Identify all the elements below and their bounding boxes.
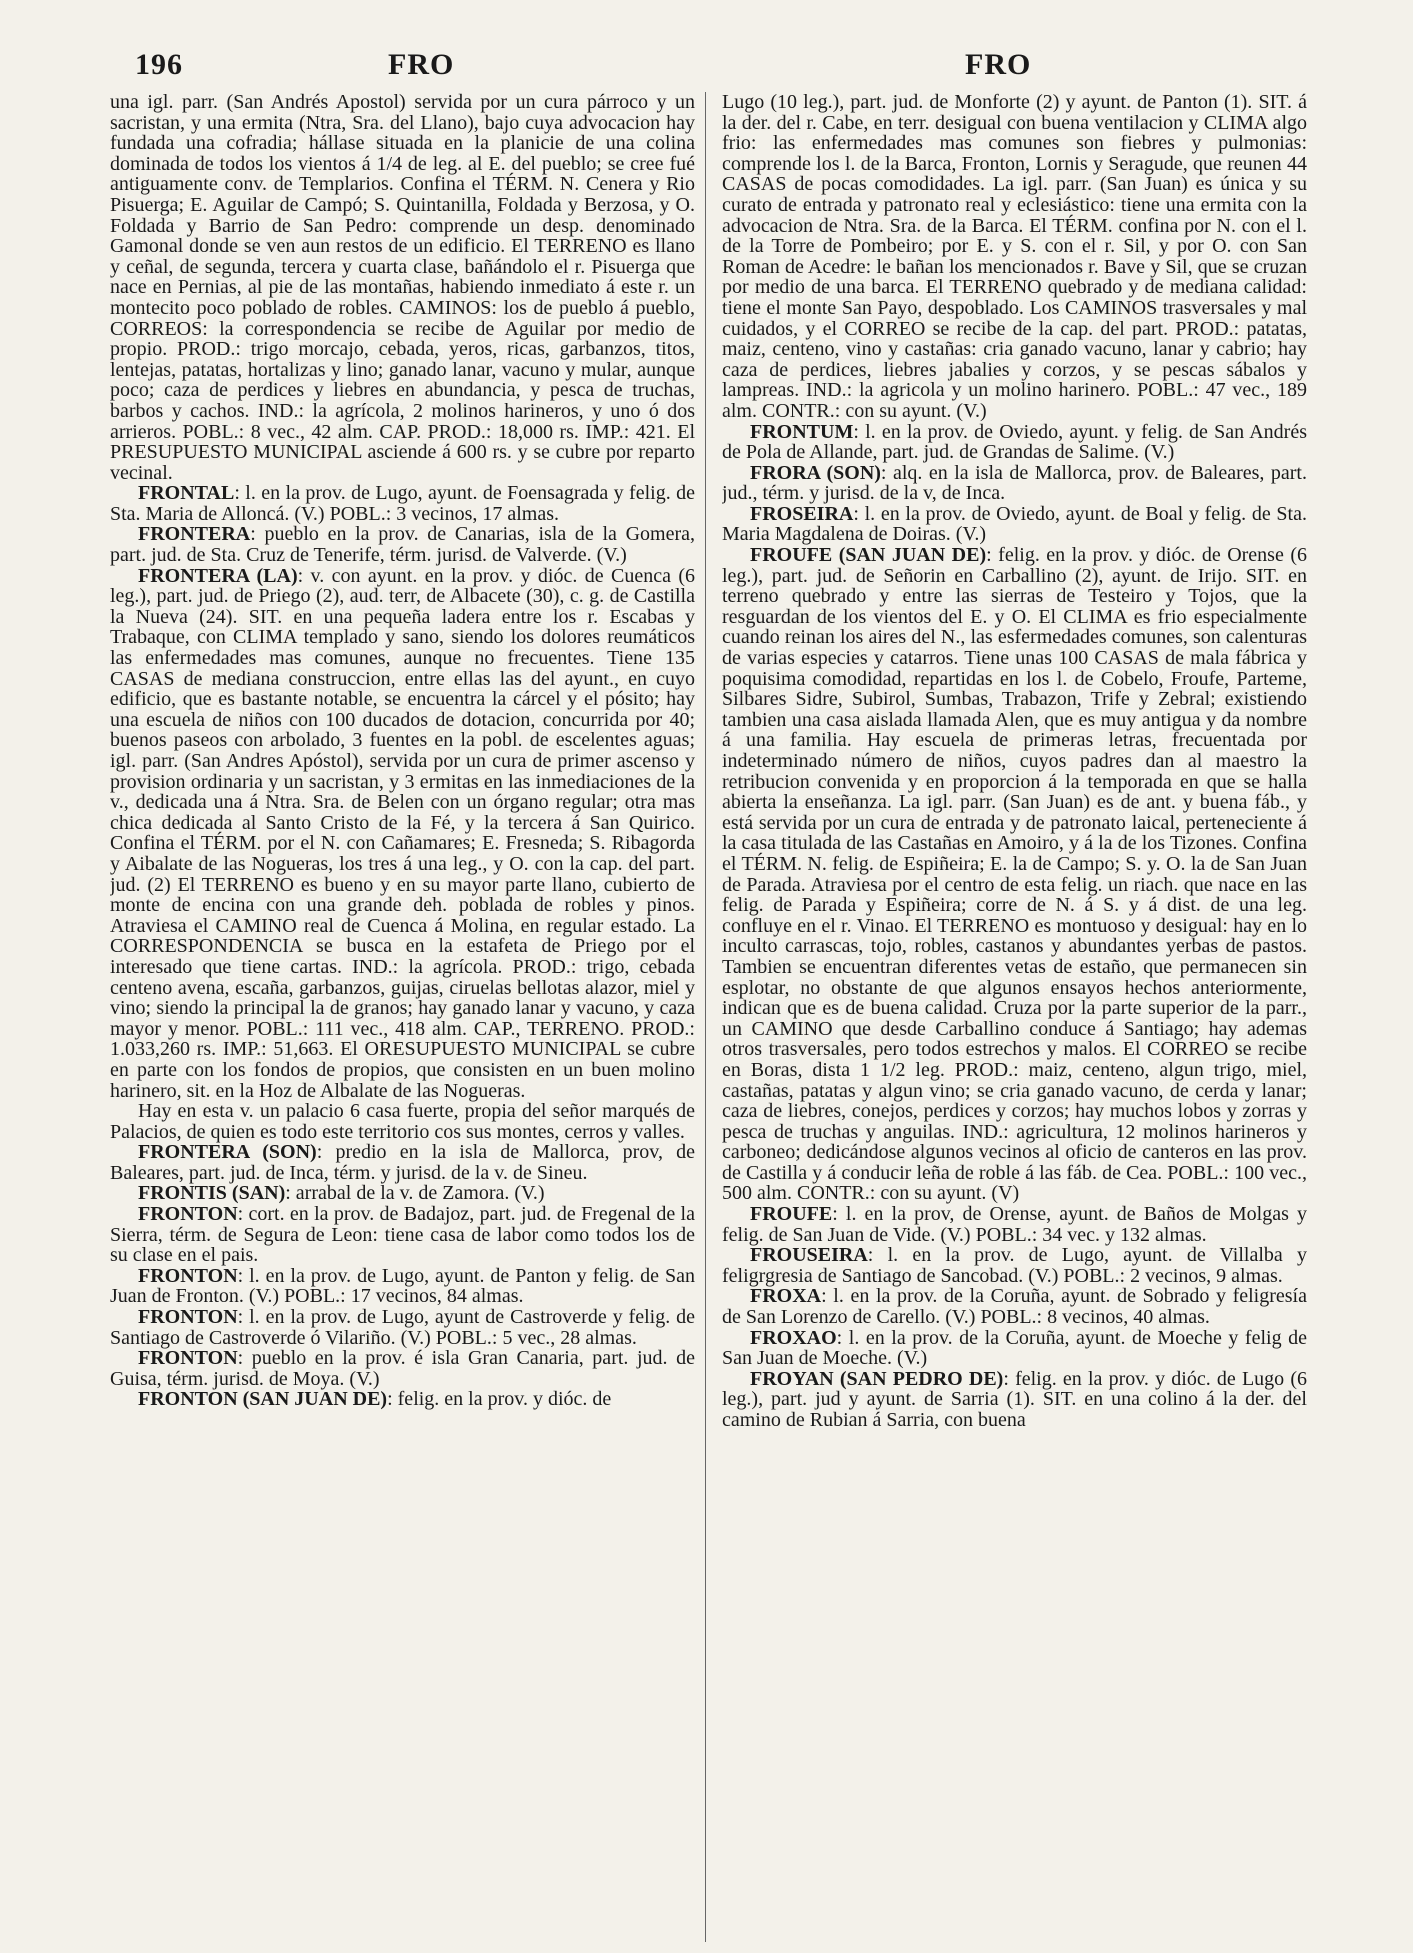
dictionary-entry [722, 92, 1307, 422]
entry-headword: FRONTON [138, 1203, 238, 1226]
entry-headword: FRONTAL [138, 482, 235, 505]
entry-text: : felig. en la prov. y dióc. de Orense (6 leg.), part. jud. de Señorin en Carballino (2), ayunt. de Irijo. SIT. en terreno quebrado y entre las sierras de Testeiro y Tojos, que la resguardan de los vientos del E. y O. El CLIMA es frio especialmente cuando reinan los aires del N., las esfermedades comunes, son calenturas de varias especies y catarros. Tiene unas 100 CASAS de mala fábrica y poquisima comodidad, repartidas en los l. de Cobelo, Froufe, Parteme, Silbares Sidre, Subirol, Sumbas, Trabazon, Trife y Zebral; existiendo tambien una casa aislada llamada Alen, que es muy antigua y da nombre á una familia. Hay escuela de primeras letras, frecuentada por indeterminado número de niños, cuyos padres dan al maestro la retribucion convenida y en proporcion á la temporada en que se halla abierta la enseñanza. La igl. parr. (San Juan) es de ant. y buena fáb., y está servida por un cura de entrada y de patronato laical, perteneciente á la casa titulada de las Castañas en Amoiro, y á la de los Tizones. Confina el TÉRM. N. felig. de Espiñeira; E. la de Campo; S. y. O. la de San Juan de Parada. Atraviesa por el centro de esta felig. un riach. que nace en las felig. de Parada y Espiñeira; corre de N. á S. y á dist. de una leg. confluye en el r. Vinao. El TERRENO es montuoso y desigual: hay en lo inculto carrascas, tojo, robles, castanos y abundantes yerbas de pastos. Tambien se encuentran diferentes vetas de estaño, que permanecen sin esplotar, no obstante de que algunos ensayos hechos anteriormente, indican que es de buena calidad. Cruza por la parte superior de la parr., un CAMINO que desde Carballino conduce á Santiago; hay ademas otros trasversales, pero todos estrechos y malos. El CORREO se recibe en Boras, dista 1 1/2 leg. PROD.: maiz, centeno, algun trigo, miel, castañas, patatas y algun vino; se cria ganado vacuno, de cerda y lanar; caza de liebres, conejos, perdices y corzos; hay muchos lobos y zorras y pesca de truchas y anguilas. IND.: agricultura, 12 molinos harineros y carboneo; dedicándose algunos vecinos al oficio de canteros en las prov. de Castilla y á conducir leña de roble á las fáb. de Cea. POBL.: 100 vec., 500 alm. CONTR.: con su ayunt. (V) [722, 544, 1307, 1205]
entry-text: : l. en la prov. de la Coruña, ayunt. de Sobrado y feligresía de San Lorenzo de Carello. (V.) POBL.: 8 vecinos, 40 almas. [722, 1285, 1307, 1329]
entry-headword: FROXAO [750, 1326, 837, 1349]
dictionary-entry [110, 1389, 695, 1410]
dictionary-entry [110, 1183, 695, 1204]
entry-text: Lugo (10 leg.), part. jud. de Monforte (2) y ayunt. de Panton (1). SIT. á la der. del r. Cabe, en terr. desigual con buena ventilacion y CLIMA algo frio: las enfermedades mas comunes son fiebres y pulmonias: comprende los l. de la Barca, Fronton, Lornis y Seragude, que reunen 44 CASAS de pocas comodidades. La igl. parr. (San Juan) es única y su curato de entrada y patronato real y eclesiástico: tiene una ermita con la advocacion de Ntra. Sra. de la Barca. El TÉRM. confina por N. con el l. de la Torre de Pombeiro; por E. y S. con el r. Sil, y por O. con San Roman de Acedre: le bañan los mencionados r. Bave y Sil, que se cruzan por medio de una barca. El TERRENO quebrado y de mediana calidad: tiene el monte San Payo, despoblado. Los CAMINOS trasversales y mal cuidados, y el CORREO se recibe de la cap. del part. PROD.: patatas, maiz, centeno, vino y castañas: cria ganado vacuno, lanar y cabrio; hay caza de perdices, liebres jabalies y corzos, y se pescas sábalos y lampreas. IND.: la agricola y un molino harinero. POBL.: 47 vec., 189 alm. CONTR.: con su ayunt. (V.) [722, 92, 1307, 422]
entry-text: : arrabal de la v. de Zamora. (V.) [285, 1182, 545, 1205]
entry-headword: FROXA [750, 1285, 822, 1308]
entry-text: : pueblo en la prov. é isla Gran Canaria, part. jud. de Guisa, térm. jurisd. de Moya. (V.) [110, 1347, 695, 1390]
entry-text: : l. en la prov. de Oviedo, ayunt. de Boal y felig. de Sta. Maria Magdalena de Doiras. (V.) [722, 502, 1307, 546]
entry-text: : predio en la isla de Mallorca, prov, de Baleares, part. jud. de Inca, térm. y jurisd. de la v. de Sineu. [110, 1141, 695, 1184]
dictionary-entry [110, 1307, 695, 1348]
entry-headword: FRORA (SON) [750, 461, 881, 484]
dictionary-entry [110, 1142, 695, 1183]
dictionary-entry [110, 566, 695, 1101]
dictionary-entry [722, 463, 1307, 504]
entry-text: : l. en la prov. de Oviedo, ayunt. y felig. de San Andrés de Pola de Allande, part. jud. de Grandas de Salime. (V.) [722, 420, 1307, 464]
entry-text: : cort. en la prov. de Badajoz, part. jud. de Fregenal de la Sierra, térm. de Segura de Leon: tiene casa de labor como todos los de su clase en el pais. [110, 1203, 695, 1267]
dictionary-entry [110, 1101, 695, 1142]
dictionary-entry [110, 483, 695, 524]
entry-text: : l. en la prov, de Orense, ayunt. de Baños de Molgas y felig. de San Juan de Vide. (V.) POBL.: 34 vec. y 132 almas. [722, 1203, 1307, 1246]
entry-text: : l. en la prov. de Lugo, ayunt de Castroverde y felig. de Santiago de Castroverde ó Vilariño. (V.) POBL.: 5 vec., 28 almas. [110, 1306, 695, 1349]
entry-headword: FRONTON (SAN JUAN DE) [138, 1388, 388, 1411]
dictionary-entry [722, 1369, 1307, 1431]
column-divider [705, 92, 706, 1942]
dictionary-entry [722, 504, 1307, 545]
entry-text: : felig. en la prov. y dióc. de Lugo (6 leg.), part. jud y ayunt. de Sarria (1). SIT. en una colino á la der. del camino de Rubian á Sarria, con buena [722, 1367, 1307, 1431]
entry-text: : l. en la prov. de Lugo, ayunt. de Villalba y feligrgresia de Santiago de Sancobad. (V.) POBL.: 2 vecinos, 9 almas. [722, 1244, 1307, 1287]
dictionary-entry [722, 545, 1307, 1204]
entry-headword: FROYAN (SAN PEDRO DE) [750, 1367, 1004, 1390]
left-running-header: FRO [388, 48, 455, 81]
entry-headword: FRONTIS (SAN) [138, 1182, 286, 1205]
dictionary-entry [110, 524, 695, 565]
right-column [722, 92, 1307, 1942]
entry-text: : v. con ayunt. en la prov. y dióc. de Cuenca (6 leg.), part. jud. de Priego (2), aud. terr, de Albacete (30), c. g. de Castilla la Nueva (24). SIT. en una pequeña ladera entre los r. Escabas y Trabaque, con CLIMA templado y sano, siendo los dolores reumáticos las enfermedades mas comunes, aunque no frecuentes. Tiene 135 CASAS de mediana construccion, entre ellas las del ayunt., en cuyo edificio, que es bastante notable, se encuentra la cárcel y el pósito; hay una escuela de niños con 100 ducados de dotacion, concurrida por 40; buenos paseos con arbolado, 3 fuentes en la pobl. de escelentes aguas; igl. parr. (San Andres Apóstol), servida por un cura de primer ascenso y provision ordinaria y un sacristan, y 3 ermitas en las inmediaciones de la v., dedicada una á Ntra. Sra. de Belen con un órgano regular; otra mas chica dedicada al Santo Cristo de la Fé, y la tercera á San Quirico. Confina el TÉRM. por el N. con Cañamares; E. Fresneda; S. Ribagorda y Aibalate de las Nogueras, los tres á una leg., y O. con la cap. del part. jud. (2) El TERRENO es bueno y en su mayor parte llano, cubierto de monte de encina con una grande deh. poblada de robles y pinos. Atraviesa el CAMINO real de Cuenca á Molina, en regular estado. La CORRESPONDENCIA se busca en la estafeta de Priego por el interesado que tiene cartas. IND.: la agrícola. PROD.: trigo, cebada centeno avena, escaña, garbanzos, guijas, ciruelas bellotas alazor, miel y vino; siendo la principal la de granos; hay ganado lanar y vacuno, y caza mayor y menor. POBL.: 111 vec., 418 alm. CAP., TERRENO. PROD.: 1.033,260 rs. IMP.: 51,663. El ORESUPUESTO MUNICIPAL se cubre en parte con los fondos de propios, que consisten en un buen molino harinero, sit. en la Hoz de Albalate de las Nogueras. [110, 564, 695, 1102]
dictionary-entry [110, 1204, 695, 1266]
entry-headword: FRONTERA (LA) [138, 564, 298, 587]
entry-text: : l. en la prov. de Lugo, ayunt. de Foensagrada y felig. de Sta. Maria de Alloncá. (V.) POBL.: 3 vecinos, 17 almas. [110, 482, 695, 525]
page-number: 196 [135, 48, 183, 81]
dictionary-entry [722, 1328, 1307, 1369]
entry-text: : l. en la prov. de la Coruña, ayunt. de Moeche y felig de San Juan de Moeche. (V.) [722, 1326, 1307, 1370]
dictionary-entry [722, 1245, 1307, 1286]
dictionary-entry [722, 422, 1307, 463]
entry-headword: FROSEIRA [750, 502, 854, 525]
entry-text: : l. en la prov. de Lugo, ayunt. de Panton y felig. de San Juan de Fronton. (V.) POBL.: 17 vecinos, 84 almas. [110, 1264, 695, 1308]
entry-headword: FROUFE [750, 1203, 833, 1226]
entry-headword: FROUSEIRA [750, 1244, 868, 1267]
entry-text: Hay en esta v. un palacio 6 casa fuerte, propia del señor marqués de Palacios, de quien es todo este territorio cos sus montes, cerros y valles. [110, 1100, 695, 1143]
dictionary-entry [722, 1204, 1307, 1245]
entry-headword: FROUFE (SAN JUAN DE) [750, 544, 987, 567]
entry-headword: FRONTUM [750, 420, 854, 443]
dictionary-entry [722, 1286, 1307, 1327]
entry-headword: FRONTON [138, 1306, 238, 1329]
dictionary-entry [110, 1266, 695, 1307]
entry-text: : pueblo en la prov. de Canarias, isla de la Gomera, part. jud. de Sta. Cruz de Tenerife, térm. jurisd. de Valverde. (V.) [110, 523, 695, 567]
entry-headword: FRONTERA (SON) [138, 1141, 317, 1164]
dictionary-entry [110, 1348, 695, 1389]
entry-text: una igl. parr. (San Andrés Apostol) servida por un cura párroco y un sacristan, y una ermita (Ntra, Sra. del Llano), bajo cuya advocacion hay fundada una cofradia; hállase situada en la planicie de una colina dominada de todos los vientos á 1/4 de leg. al E. del pueblo; se cree fué antiguamente conv. de Templarios. Confina el TÉRM. N. Cenera y Rio Pisuerga; E. Aguilar de Campó; S. Quintanilla, Foldada y Berzosa, y O. Foldada y Barrio de San Pedro: comprende un desp. denominado Gamonal donde se ven aun restos de un edificio. El TERRENO es llano y ceñal, de segunda, tercera y cuarta clase, bañándolo el r. Pisuerga que nace en Pernias, al pie de las montañas, habiendo inmediato á este r. un montecito poco poblado de robles. CAMINOS: los de pueblo á pueblo, CORREOS: la correspondencia se recibe de Aguilar por medio de propio. PROD.: trigo morcajo, cebada, yeros, ricas, garbanzos, titos, lentejas, patatas, hortalizas y lino; ganado lanar, vacuno y mular, aunque poco; caza de perdices y liebres en abundancia, y pesca de truchas, barbos y cachos. IND.: la agrícola, 2 molinos harineros, y uno ó dos arrieros. POBL.: 8 vec., 42 alm. CAP. PROD.: 18,000 rs. IMP.: 421. El PRESUPUESTO MUNICIPAL asciende á 600 rs. y se cubre por reparto vecinal. [110, 92, 695, 484]
right-running-header: FRO [965, 48, 1032, 81]
entry-headword: FRONTERA [138, 523, 251, 546]
left-column [110, 92, 695, 1942]
dictionary-entry [110, 92, 695, 483]
entry-headword: FRONTON [138, 1264, 238, 1287]
entry-text: : felig. en la prov. y dióc. de [387, 1388, 612, 1411]
entry-text: : alq. en la isla de Mallorca, prov. de Baleares, part. jud., térm. y jurisd. de la v, de Inca. [722, 461, 1307, 505]
entry-headword: FRONTON [138, 1347, 238, 1370]
